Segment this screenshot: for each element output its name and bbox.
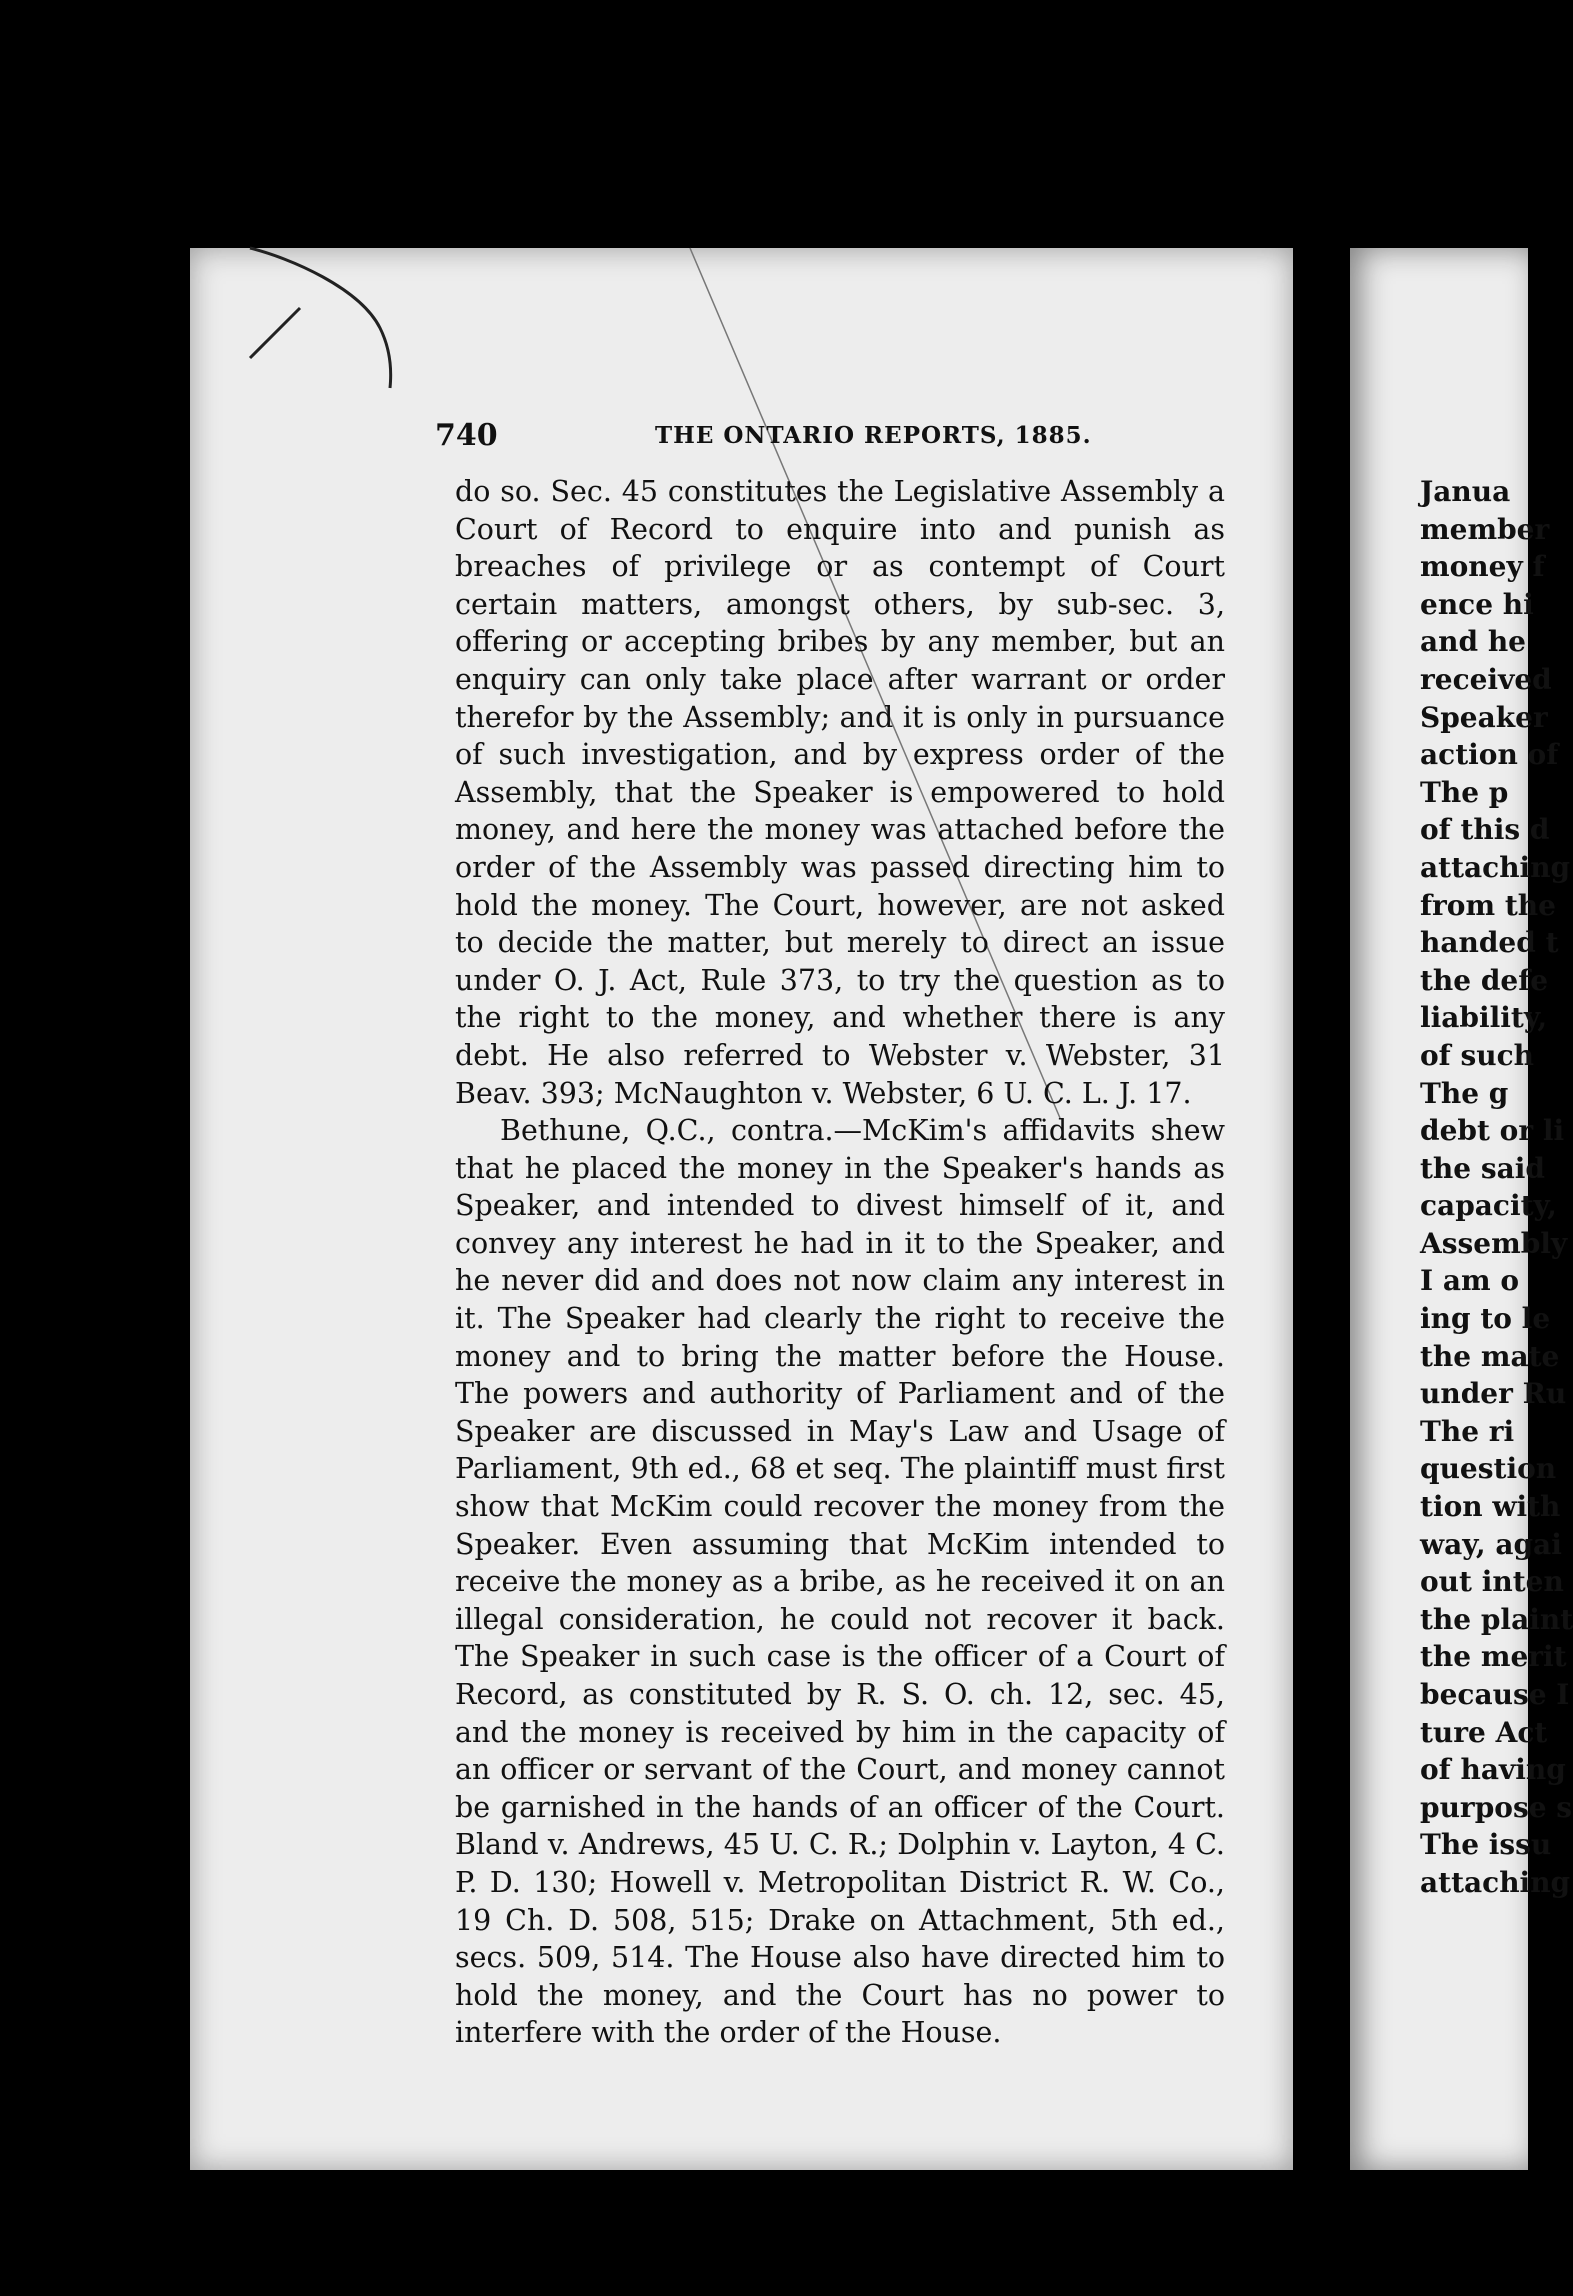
right-line: and he bbox=[1420, 625, 1526, 659]
right-line: the merit bbox=[1420, 1640, 1567, 1674]
right-line: ence hi bbox=[1420, 587, 1534, 621]
right-line: The g bbox=[1420, 1076, 1509, 1110]
right-line: debt or li bbox=[1420, 1114, 1565, 1148]
right-line: purpose s bbox=[1420, 1790, 1573, 1824]
pencil-mark-icon bbox=[250, 248, 480, 408]
right-line: the defe bbox=[1420, 963, 1549, 997]
right-line: liability, bbox=[1420, 1001, 1548, 1035]
right-line: handed t bbox=[1420, 926, 1559, 960]
paragraph-2: Bethune, Q.C., contra.—McKim's affidavits shew that he placed the money in the Speaker's hands as Speaker, and intended to divest himself of it, and convey any interest he had in it to the Speaker, and he never did and does not now claim any interest in it. The Speaker had clearly the right to receive the money and to bring the matter before the House. The powers and authority of Parliament and of the Speaker are discussed in May's Law and Usage of Parliament, 9th ed., 68 et seq. The plaintiff must first show that McKim could recover the money from the Speaker. Even assuming that McKim intended to receive the money as a bribe, as he received it on an illegal consideration, he could not recover it back. The Speaker in such case is the officer of a Court of Record, as constituted by R. S. O. ch. 12, sec. 45, and the money is received by him in the capacity of an officer or servant of the Court, and money cannot be garnished in the hands of an officer of the Court. Bland v. Andrews, 45 U. C. R.; Dolphin v. Layton, 4 C. P. D. 130; Howell v. Metropolitan District R. W. Co., 19 Ch. D. 508, 515; Drake on Attachment, 5th ed., secs. 509, 514. The House also have directed him to hold the money, and the Court has no power to interfere with the order of the House. bbox=[455, 1114, 1225, 2050]
body-text bbox=[455, 473, 1225, 2052]
right-line: capacity, bbox=[1420, 1189, 1557, 1223]
right-line: ing to le bbox=[1420, 1302, 1551, 1336]
right-line: of this d bbox=[1420, 813, 1550, 847]
right-line: because I bbox=[1420, 1678, 1570, 1711]
right-line: from the bbox=[1420, 888, 1556, 922]
right-line: under Ru bbox=[1420, 1377, 1567, 1411]
right-line: money f bbox=[1420, 550, 1545, 584]
page-gutter bbox=[1293, 248, 1350, 2170]
right-page bbox=[1350, 248, 1573, 2170]
right-line: The p bbox=[1420, 775, 1509, 809]
right-line: action of bbox=[1420, 738, 1559, 772]
running-title: THE ONTARIO REPORTS, 1885. bbox=[655, 422, 1092, 449]
right-line: Janua bbox=[1420, 475, 1511, 508]
paragraph-1: do so. Sec. 45 constitutes the Legislative Assembly a Court of Record to enquire into and punish as breaches of privilege or as contempt of Court certain matters, amongst others, by sub-sec. 3, offering or accepting bribes by any member, but an enquiry can only take place after warrant or order therefor by the Assembly; and it is only in pursuance of such investigation, and by express order of the Assembly, that the Speaker is empowered to hold money, and here the money was attached before the order of the Assembly was passed directing him to hold the money. The Court, however, are not asked to decide the matter, but merely to direct an issue under O. J. Act, Rule 373, to try the question as to the right to the money, and whether there is any debt. He also referred to Webster v. Webster, 31 Beav. 393; McNaughton v. Webster, 6 U. C. L. J. 17. bbox=[455, 475, 1225, 1110]
right-line: the plaint bbox=[1420, 1602, 1573, 1636]
right-line: received bbox=[1420, 662, 1552, 696]
page-header bbox=[435, 418, 1255, 468]
right-line: ture Act bbox=[1420, 1715, 1548, 1749]
right-line: attaching bbox=[1420, 850, 1571, 884]
right-page-text bbox=[1420, 473, 1573, 1902]
right-line: the said bbox=[1420, 1151, 1545, 1185]
right-line: Speaker bbox=[1420, 700, 1548, 734]
page-number: 740 bbox=[435, 418, 498, 453]
right-line: The ri bbox=[1420, 1414, 1515, 1448]
right-line: tion with bbox=[1420, 1490, 1561, 1524]
right-line: of having bbox=[1420, 1753, 1566, 1787]
right-line: attaching bbox=[1420, 1865, 1571, 1899]
right-line: I am o bbox=[1420, 1264, 1520, 1298]
right-line: question bbox=[1420, 1452, 1557, 1486]
right-line: out inten bbox=[1420, 1565, 1564, 1599]
right-line: way, agai bbox=[1420, 1527, 1562, 1561]
right-line: member bbox=[1420, 512, 1550, 546]
left-page bbox=[190, 248, 1293, 2170]
right-line: The issu bbox=[1420, 1828, 1552, 1862]
right-line: Assembly bbox=[1420, 1226, 1568, 1260]
right-line: the mate bbox=[1420, 1339, 1560, 1373]
right-line: of such bbox=[1420, 1038, 1534, 1072]
